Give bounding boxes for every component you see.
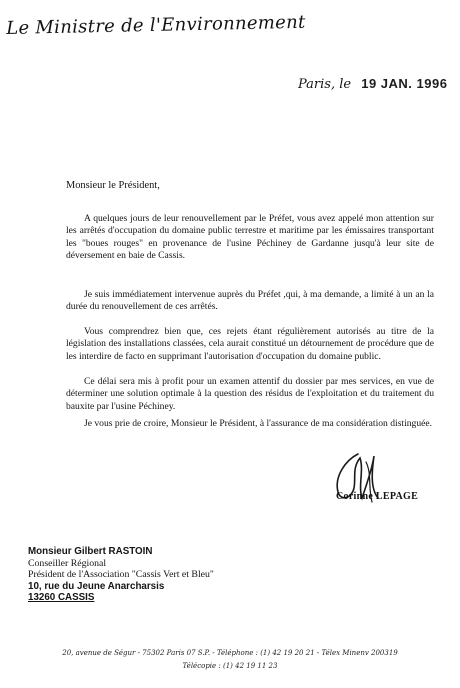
body-paragraph-1: A quelques jours de leur renouvellement par le Préfet, vous avez appelé mon attention sur les arrêtés d'occupation du domaine public terrestre et maritime par les émissaires transportant les "boues rouges" en provenance de l'usine Péchiney de Gardanne jusqu'à leur site de déversement en baie de Cassis.	[66, 213, 434, 261]
footer-address	[10, 647, 450, 673]
signer-name: Corinne LEPAGE	[336, 491, 419, 502]
salutation: Monsieur le Président,	[66, 180, 160, 191]
footer-line-2: Télécopie : (1) 42 19 11 23	[182, 662, 278, 670]
date-place: Paris, le	[298, 77, 352, 92]
date-stamp: 19 JAN. 1996	[361, 76, 448, 91]
body-paragraph-5: Je vous prie de croire, Monsieur le Président, à l'assurance de ma considération distinguée.	[84, 418, 433, 429]
body-paragraph-3: Vous comprendrez bien que, ces rejets étant régulièrement autorisés au titre de la législation des installations classées, cela aurait constitué un détournement de procédure que de les interdire de facto en supprimant l'autorisation d'occupation du domaine public.	[66, 326, 434, 362]
addressee-block	[28, 546, 348, 604]
letterhead-title: Le Ministre de l'Environnement	[6, 11, 306, 39]
addressee-name: Monsieur Gilbert RASTOIN	[28, 546, 153, 557]
body-paragraph-4: Ce délai sera mis à profit pour un examen attentif du dossier par mes services, en vue de déterminer une solution optimale à la question des résidus de l'exploitation et du traitement du bauxite par l'usine Péchiney.	[66, 376, 434, 412]
addressee-association: Président de l'Association "Cassis Vert et Bleu"	[28, 569, 214, 581]
addressee-role: Conseiller Régional	[28, 557, 107, 569]
letter-date	[298, 76, 448, 92]
addressee-city: 13260 CASSIS	[28, 592, 95, 604]
body-paragraph-2: Je suis immédiatement intervenue auprès du Préfet ,qui, à ma demande, a limité à un an la durée du renouvellement de ces arrêtés.	[66, 289, 434, 313]
addressee-street: 10, rue du Jeune Anarcharsis	[28, 580, 165, 592]
footer-line-1: 20, avenue de Ségur - 75302 Paris 07 S.P. - Téléphone : (1) 42 19 20 21 - Télex Minenv 200319	[62, 649, 398, 657]
